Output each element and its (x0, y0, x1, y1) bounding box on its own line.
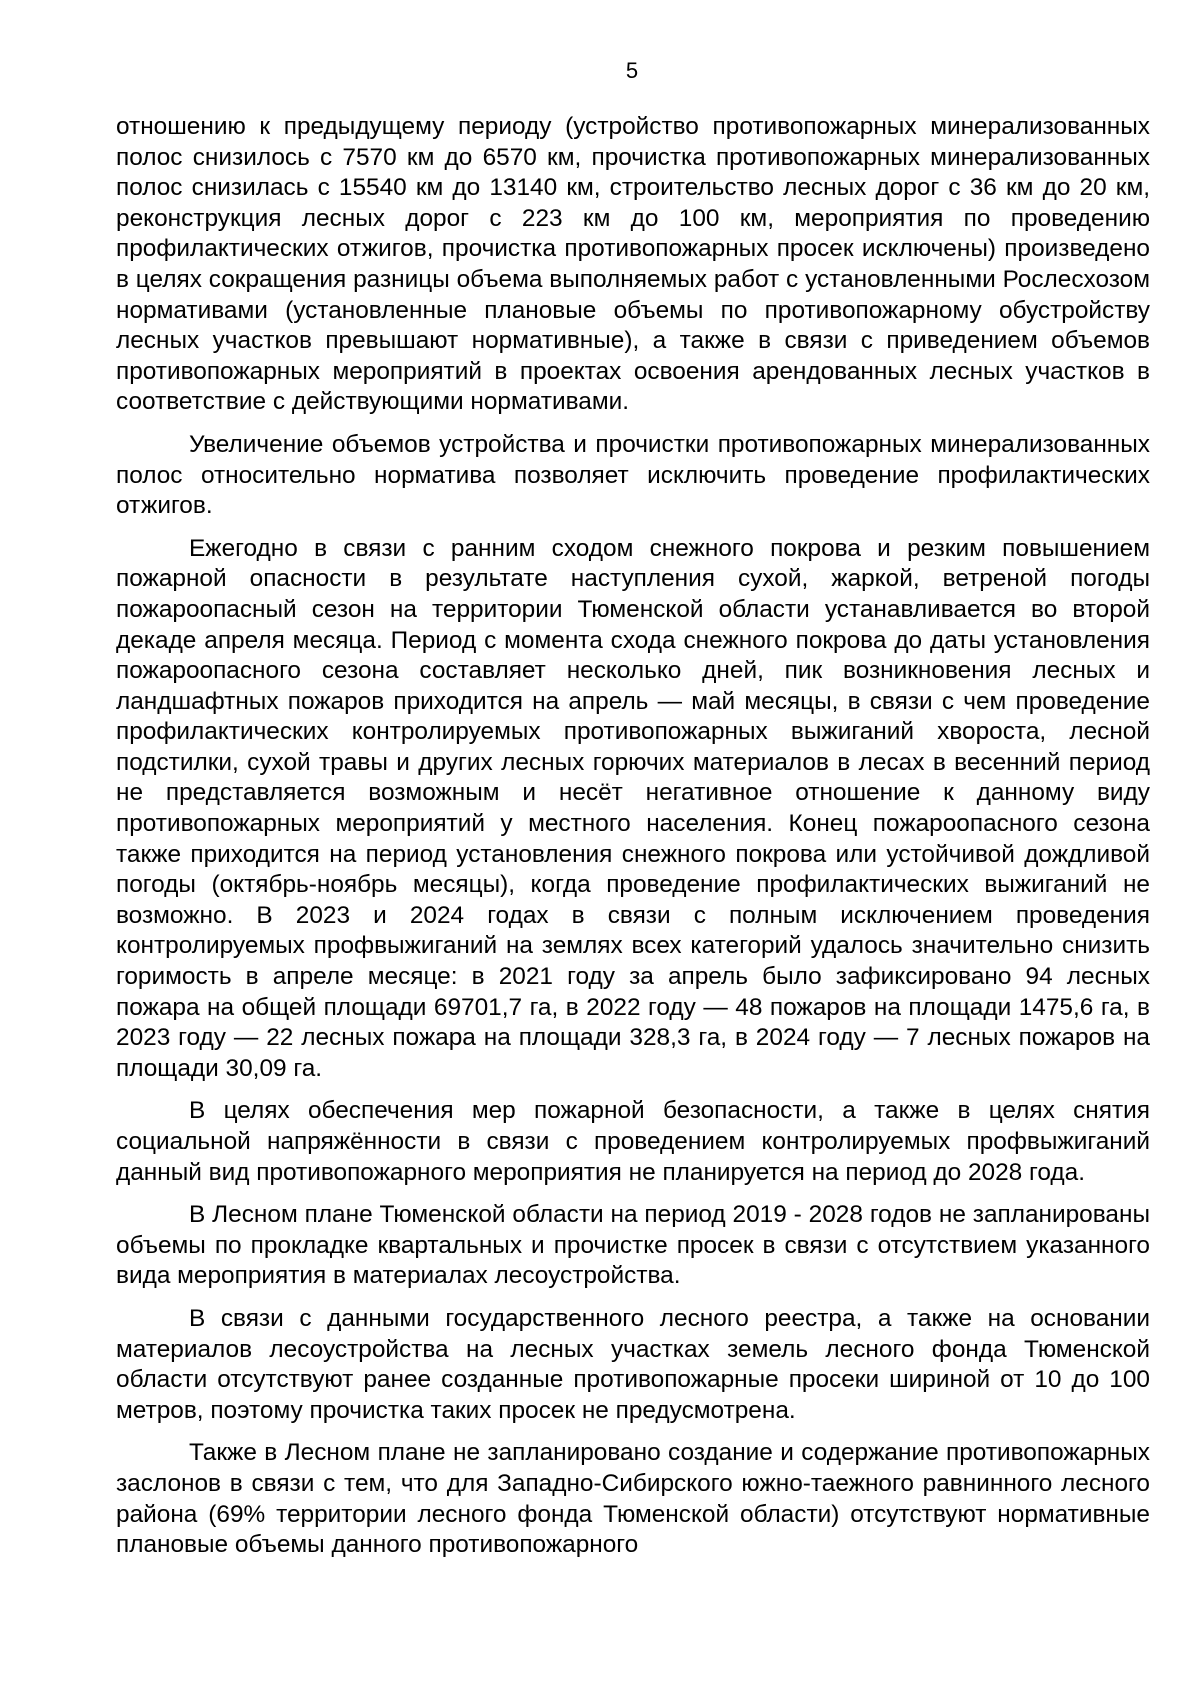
page-number: 5 (625, 58, 639, 83)
paragraph: В связи с данными государственного лесного реестра, а также на основании материалов лесоустройства на лесных участках земель лесного фонда Тюменской области отсутствуют ранее созданные противопожарные просеки шириной от 10 до 100 метров, поэтому прочистка таких просек не предусмотрена. (116, 1304, 1150, 1424)
paragraph: Увеличение объемов устройства и прочистки противопожарных минерализованных полос относительно норматива позволяет исключить проведение профилактических отжигов. (116, 430, 1150, 520)
document-body (116, 112, 1150, 1561)
paragraph: В Лесном плане Тюменской области на период 2019 - 2028 годов не запланированы объемы по прокладке квартальных и прочистке просек в связи с отсутствием указанного вида мероприятия в материалах лесоустройства. (116, 1201, 1150, 1290)
paragraph: В целях обеспечения мер пожарной безопасности, а также в целях снятия социальной напряжённости в связи с проведением контролируемых профвыжиганий данный вид противопожарного мероприятия не планируется на период до 2028 года. (116, 1097, 1150, 1186)
paragraph: Также в Лесном плане не запланировано создание и содержание противопожарных заслонов в связи с тем, что для Западно-Сибирского южно-таежного равнинного лесного района (69% территории лесного фонда Тюменской области) отсутствуют нормативные плановые объемы данного противопожарного (116, 1439, 1150, 1559)
paragraph: Ежегодно в связи с ранним сходом снежного покрова и резким повышением пожарной опасности в результате наступления сухой, жаркой, ветреной погоды пожароопасный сезон на территории Тюменской области устанавливается во второй декаде апреля месяца. Период с момента схода снежного покрова до даты установления пожароопасного сезона составляет несколько дней, пик возникновения лесных и ландшафтных пожаров приходится на апрель — май месяцы, в связи с чем проведение профилактических контролируемых противопожарных выжиганий хвороста, лесной подстилки, сухой травы и других лесных горючих материалов в лесах в весенний период не представляется возможным и несёт негативное отношение к данному виду противопожарных мероприятий у местного населения. Конец пожароопасного сезона также приходится на период установления снежного покрова или устойчивой дождливой погоды (октябрь-ноябрь месяцы), когда проведение профилактических выжиганий не возможно. В 2023 и 2024 годах в связи с полным исключением проведения контролируемых профвыжиганий на землях всех категорий удалось значительно снизить горимость в апреле месяце: в 2021 году за апрель было зафиксировано 94 лесных пожара на общей площади 69701,7 га, в 2022 году — 48 пожаров на площади 1475,6 га, в 2023 году — 22 лесных пожара на площади 328,3 га, в 2024 году — 7 лесных пожаров на площади 30,09 га. (116, 534, 1150, 1082)
paragraph-continuation: отношению к предыдущему периоду (устройство противопожарных минерализованных полос снизилось с 7570 км до 6570 км, прочистка противопожарных минерализованных полос снизилась с 15540 км до 13140 км, строительство лесных дорог с 36 км до 20 км, реконструкция лесных дорог с 223 км до 100 км, мероприятия по проведению профилактических отжигов, прочистка противопожарных просек исключены) произведено в целях сокращения разницы объема выполняемых работ с установленными Рослесхозом нормативами (установленные плановые объемы по противопожарному обустройству лесных участков превышают нормативные), а также в связи с приведением объемов противопожарных мероприятий в проектах освоения арендованных лесных участков в соответствие с действующими нормативами. (116, 113, 1150, 416)
